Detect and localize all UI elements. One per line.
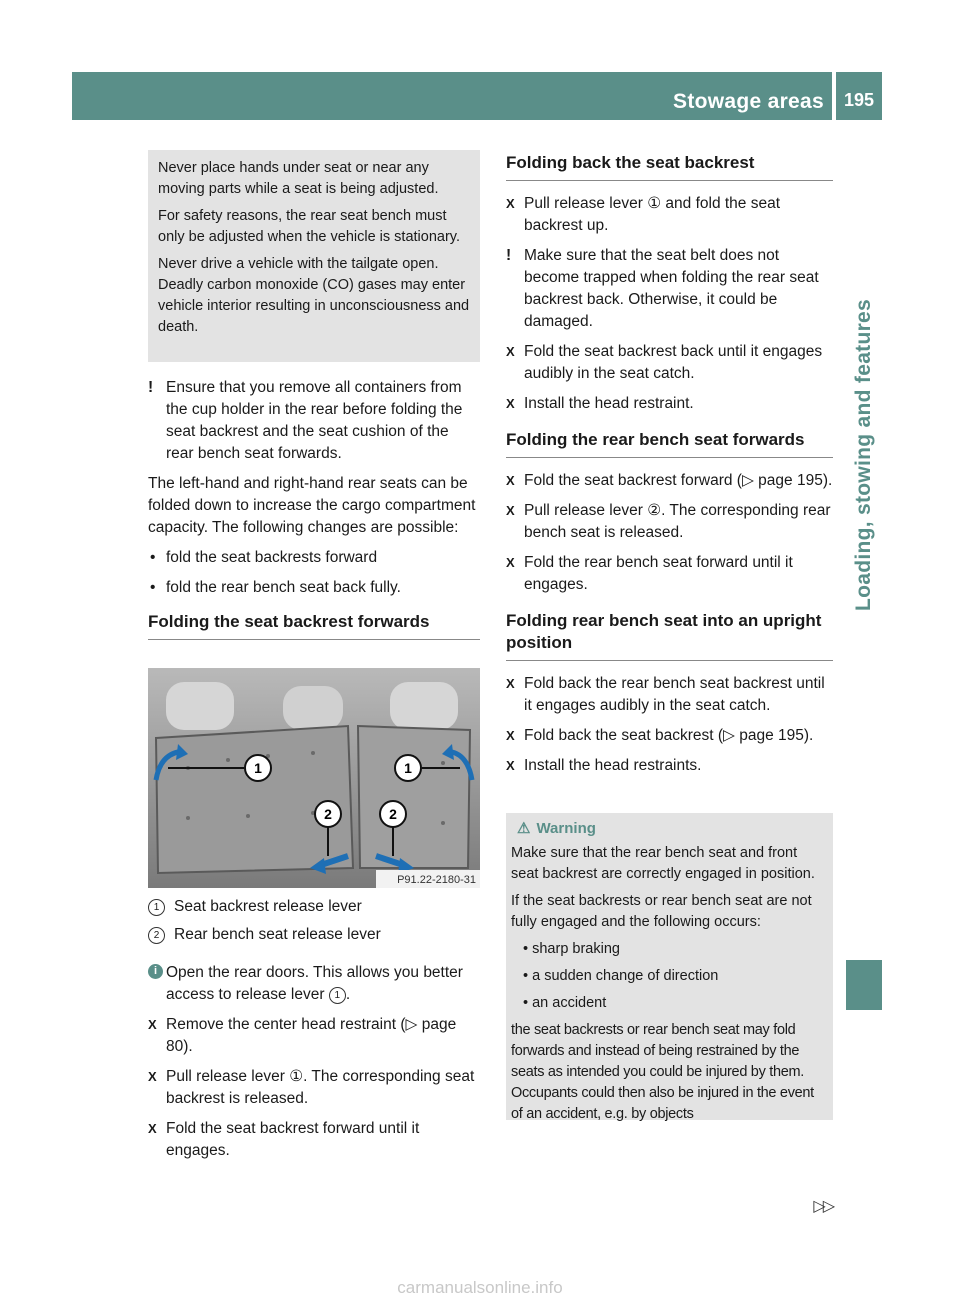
chapter-label: Loading, stowing and features xyxy=(852,298,875,612)
bullet-icon: • xyxy=(523,968,533,984)
info-icon: i xyxy=(148,964,163,979)
warning-bullet: • a sudden change of direction xyxy=(523,968,719,984)
warning-heading: ⚠ Warning xyxy=(517,820,596,837)
page-number: 195 xyxy=(843,90,875,110)
safety-note-3: Never drive a vehicle with the tailgate open. Deadly carbon monoxide (CO) gases may enter vehicle interior resulting in unconsciousness and death. xyxy=(158,256,470,335)
heading-bench-forwards: Folding the rear bench seat forwards xyxy=(506,429,833,458)
caution-note: ! Make sure that the seat belt does not become trapped when folding the rear seat backrest back. Otherwise, it could be damaged. xyxy=(506,247,819,330)
safety-note-2: For safety reasons, the rear seat bench must only be adjusted when the vehicle is stationary. xyxy=(158,208,460,245)
svg-text:1: 1 xyxy=(404,760,412,776)
heading-folding-forwards: Folding the seat backrest forwards xyxy=(148,611,480,640)
step-icon: X xyxy=(506,555,515,570)
step-icon: X xyxy=(506,396,515,411)
right-column xyxy=(506,152,833,785)
step-item: X Pull release lever ①. The corresponding seat backrest is released. xyxy=(148,1068,475,1107)
step-icon: X xyxy=(506,503,515,518)
step-item: X Fold the rear bench seat forward until it engages. xyxy=(506,554,793,593)
seat-diagram xyxy=(148,668,480,888)
warning-bullet: • an accident xyxy=(523,995,607,1011)
caution-icon: ! xyxy=(148,379,154,396)
step-item: X Fold the seat backrest forward until it engages. xyxy=(148,1120,420,1159)
step-item: X Fold the seat backrest back until it engages audibly in the seat catch. xyxy=(506,343,823,382)
step-icon: X xyxy=(506,728,515,743)
caution-note: ! Ensure that you remove all containers from the cup holder in the rear before folding the seat backrest and the seat cushion of the rear bench seat forwards. xyxy=(148,379,463,462)
step-item: X Fold back the seat backrest (▷ page 195). xyxy=(506,725,833,747)
svg-text:1: 1 xyxy=(254,760,262,776)
heading-folding-back: Folding back the seat backrest xyxy=(506,152,833,181)
step-icon: X xyxy=(506,473,515,488)
chapter-tab xyxy=(846,130,882,980)
warning-bullet: • sharp braking xyxy=(523,941,620,957)
callout-2-icon: 2 xyxy=(148,927,165,944)
seat-illustration xyxy=(148,668,480,888)
step-icon: X xyxy=(506,196,515,211)
caution-icon: ! xyxy=(506,247,512,264)
bullet-icon: • xyxy=(150,579,156,596)
chapter-marker xyxy=(846,960,882,1010)
section-title: Stowage areas xyxy=(673,90,824,113)
warning-paragraph: the seat backrests or rear bench seat may fold forwards and instead of being restrained by the seats as intended you could be injured by them. Occupants could then also be injured in the event of an accident, e.g. by objects xyxy=(511,1022,814,1122)
callout-1-icon: 1 xyxy=(148,899,165,916)
step-item: X Install the head restraints. xyxy=(506,755,833,777)
warning-paragraph: Make sure that the rear bench seat and front seat backrest are correctly engaged in position. xyxy=(511,845,815,882)
safety-note-1: Never place hands under seat or near any moving parts while a seat is being adjusted. xyxy=(158,160,439,197)
footer-watermark: carmanualsonline.info xyxy=(397,1278,563,1297)
left-column xyxy=(148,377,480,640)
image-code: P91.22-2180-31 xyxy=(397,874,476,886)
left-column-lower xyxy=(148,896,480,1170)
continue-arrows-icon: ▷▷ xyxy=(813,1198,832,1215)
warning-triangle-icon: ⚠ xyxy=(517,820,531,837)
list-item: • fold the seat backrests forward xyxy=(148,547,480,569)
bullet-icon: • xyxy=(150,549,156,566)
bullet-icon: • xyxy=(523,995,533,1011)
step-item: X Remove the center head restraint (▷ page 80). xyxy=(148,1016,457,1055)
step-icon: X xyxy=(506,676,515,691)
step-item: X Fold back the rear bench seat backrest until it engages audibly in the seat catch. xyxy=(506,675,825,714)
safety-note-box xyxy=(148,150,480,362)
step-icon: X xyxy=(506,758,515,773)
bullet-icon: • xyxy=(523,941,533,957)
intro-paragraph: The left-hand and right-hand rear seats can be folded down to increase the cargo compartment capacity. The following changes are possible: xyxy=(148,475,476,536)
step-icon: X xyxy=(148,1121,157,1136)
svg-text:2: 2 xyxy=(324,806,332,822)
svg-text:2: 2 xyxy=(389,806,397,822)
warning-paragraph: If the seat backrests or rear bench seat are not fully engaged and the following occurs: xyxy=(511,893,812,930)
legend-item: 2 Rear bench seat release lever xyxy=(148,924,480,946)
step-item: X Pull release lever ① and fold the seat backrest up. xyxy=(506,195,781,234)
step-icon: X xyxy=(148,1017,157,1032)
callout-1-icon: 1 xyxy=(329,987,346,1004)
heading-upright-position: Folding rear bench seat into an upright position xyxy=(506,610,833,661)
step-item: X Install the head restraint. xyxy=(506,393,833,415)
list-item: • fold the rear bench seat back fully. xyxy=(148,577,480,599)
step-item: X Pull release lever ②. The corresponding rear bench seat is released. xyxy=(506,502,831,541)
warning-box xyxy=(506,813,833,1120)
step-item: X Fold the seat backrest forward (▷ page 195). xyxy=(506,470,833,492)
info-note: i Open the rear doors. This allows you better access to release lever 1 . xyxy=(148,962,480,1006)
step-icon: X xyxy=(506,344,515,359)
legend-item: 1 Seat backrest release lever xyxy=(148,896,480,918)
step-icon: X xyxy=(148,1069,157,1084)
